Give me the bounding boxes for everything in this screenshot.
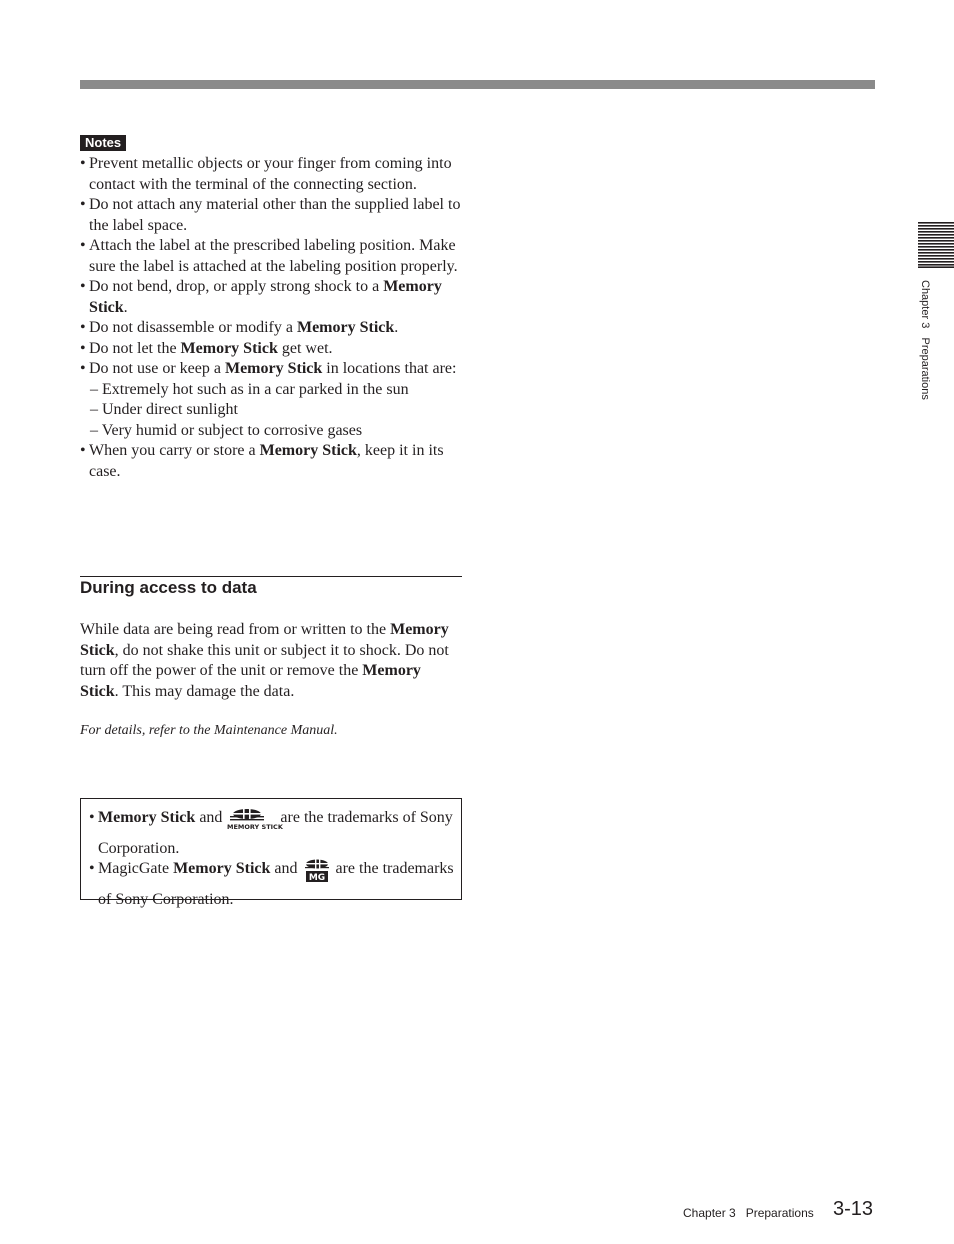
note-text: Do not disassemble or modify a (89, 319, 297, 336)
note-text: Attach the label at the prescribed labeling position. Make sure the label is attached at the labeling position properly. (89, 237, 458, 275)
paragraph-text: While data are being read from or written to the (80, 621, 391, 638)
trademark-item-memory-stick (89, 808, 459, 859)
section-heading: During access to data (80, 578, 257, 597)
note-item (80, 195, 464, 236)
trademark-rest: are the trademarks of Sony Corporation. (98, 809, 453, 857)
note-text: Do not let the (89, 339, 181, 357)
note-item (80, 154, 464, 195)
note-text: . (394, 319, 399, 336)
product-name: Memory Stick (180, 339, 278, 357)
footer-chapter: Chapter 3 (683, 1206, 736, 1220)
product-name: Memory Stick (89, 278, 442, 316)
footer-chapter-label (683, 1205, 814, 1221)
trademark-bold: Memory Stick (98, 809, 196, 826)
note-text: . (123, 298, 128, 316)
trademark-box (80, 798, 462, 908)
note-item (80, 339, 464, 360)
note-subitem: – Extremely hot such as in a car parked in the sun (90, 380, 409, 398)
note-item (80, 277, 464, 318)
note-text: Do not attach any material other than the supplied label to the label space. (89, 196, 461, 234)
product-name: Memory Stick (259, 442, 357, 459)
note-text: in locations that are: (322, 360, 457, 377)
trademark-and: and (195, 809, 227, 826)
memory-stick-logo-text: MEMORY STICK (227, 823, 284, 831)
paragraph-text: . This may damage the data. (114, 682, 295, 700)
note-text: When you carry or store a (89, 442, 260, 459)
note-text: , keep it in its case. (89, 442, 444, 480)
section-paragraph (80, 620, 462, 702)
note-text: get wet. (277, 339, 333, 357)
maintenance-note: For details, refer to the Maintenance Manual. (80, 723, 338, 738)
note-item (80, 359, 464, 380)
notes-list (80, 154, 464, 482)
note-text: Do not use or keep a (89, 360, 225, 377)
product-name: Memory Stick (224, 360, 323, 377)
trademark-prefix: MagicGate (98, 860, 174, 877)
note-item (80, 441, 464, 482)
side-chapter-label: Chapter 3 Preparations (919, 280, 931, 400)
paragraph-text: , do not shake this unit or subject it to shock. Do not turn off the power of the unit or remove the (80, 641, 449, 679)
page-number: 3-13 (833, 1198, 874, 1220)
note-subitem: – Very humid or subject to corrosive gases (90, 421, 363, 439)
note-text: Prevent metallic objects or your finger from coming into contact with the terminal of the connecting section. (89, 155, 452, 193)
footer-section: Preparations (745, 1206, 814, 1220)
trademark-item-magicgate (89, 859, 459, 910)
trademark-bold: Memory Stick (173, 860, 271, 877)
trademark-rest: are the trademarks of Sony Corporation. (98, 860, 454, 908)
magicgate-logo-text: MG (308, 873, 325, 883)
notes-label: Notes (80, 135, 126, 151)
product-name: Memory Stick (80, 662, 421, 700)
memory-stick-logo-icon (226, 808, 284, 839)
product-name: Memory Stick (296, 319, 395, 336)
chapter-tab-stripes (918, 222, 954, 268)
magicgate-logo-icon (302, 859, 332, 890)
note-subitem: – Under direct sunlight (90, 401, 238, 418)
top-rule (80, 80, 875, 89)
product-name: Memory Stick (80, 621, 449, 659)
note-text: Do not bend, drop, or apply strong shock to a (89, 278, 384, 295)
trademark-and: and (270, 860, 302, 877)
note-item (80, 318, 464, 339)
note-item (80, 236, 464, 277)
